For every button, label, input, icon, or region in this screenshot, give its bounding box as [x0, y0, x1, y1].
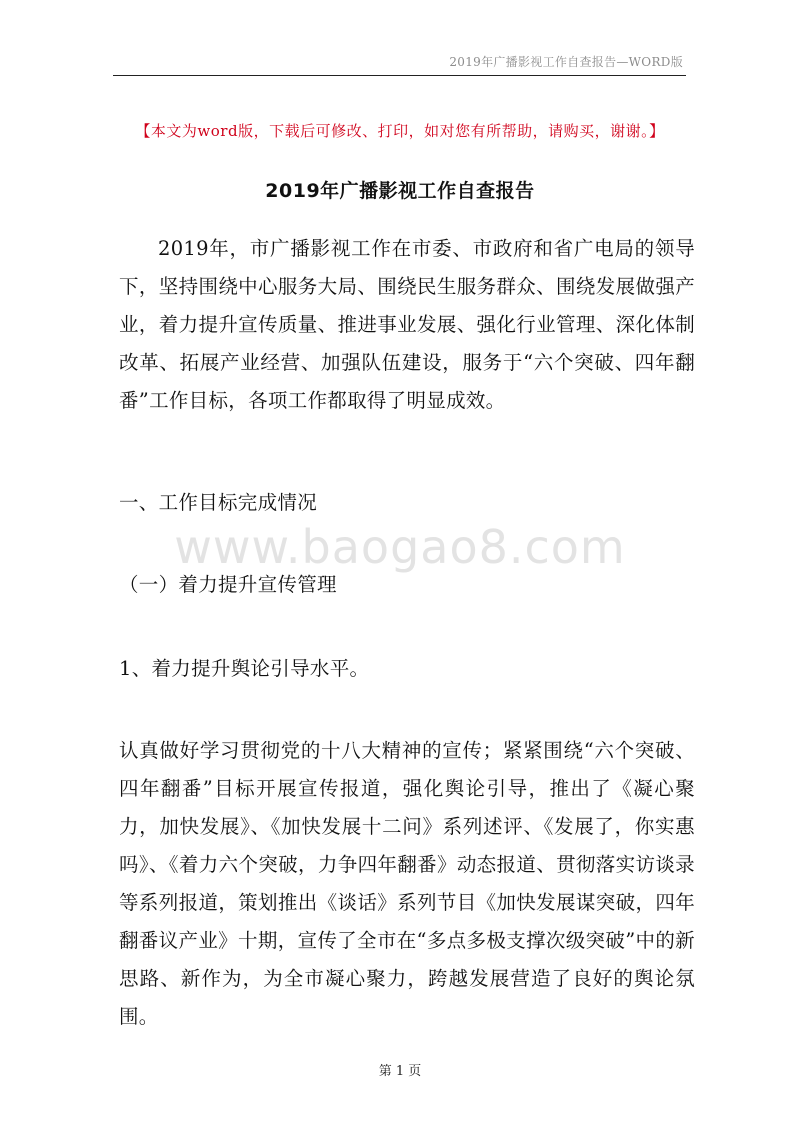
item-heading: 1、着力提升舆论引导水平。	[119, 657, 370, 680]
watermark: www.baogao8.com	[174, 520, 626, 574]
document-title: 2019年广播影视工作自查报告	[265, 180, 535, 202]
subsection-heading: （一）着力提升宣传管理	[119, 573, 337, 596]
running-header: 2019年广播影视工作自查报告—WORD版	[449, 55, 683, 69]
page-number: 第 1 页	[378, 1064, 422, 1079]
section-heading: 一、工作目标完成情况	[119, 491, 318, 514]
header-divider	[113, 75, 686, 76]
intro-paragraph: 2019年，市广播影视工作在市委、市政府和省广电局的领导下，坚持围绕中心服务大局、围绕民生服务群众、围绕发展做强产业，着力提升宣传质量、推进事业发展、强化行业管理、深化体制改革、拓展产业经营、加强队伍建设，服务于“六个突破、四年翻番”工作目标，各项工作都取得了明显成效。	[119, 237, 695, 412]
body-paragraph: 认真做好学习贯彻党的十八大精神的宣传；紧紧围绕“六个突破、四年翻番”目标开展宣传报道，强化舆论引导，推出了《凝心聚力，加快发展》、《加快发展十二问》系列述评、《发展了，你实惠吗》、《着力六个突破，力争四年翻番》动态报道、贯彻落实访谈录等系列报道，策划推出《谈话》系列节目《加快发展谋突破，四年翻番议产业》十期，宣传了全市在“多点多极支撑次级突破”中的新思路、新作为，为全市凝心聚力，跨越发展营造了良好的舆论氛围。	[119, 739, 695, 1028]
purchase-notice: 【本文为word版，下载后可修改、打印，如对您有所帮助，请购买，谢谢。】	[135, 122, 665, 140]
